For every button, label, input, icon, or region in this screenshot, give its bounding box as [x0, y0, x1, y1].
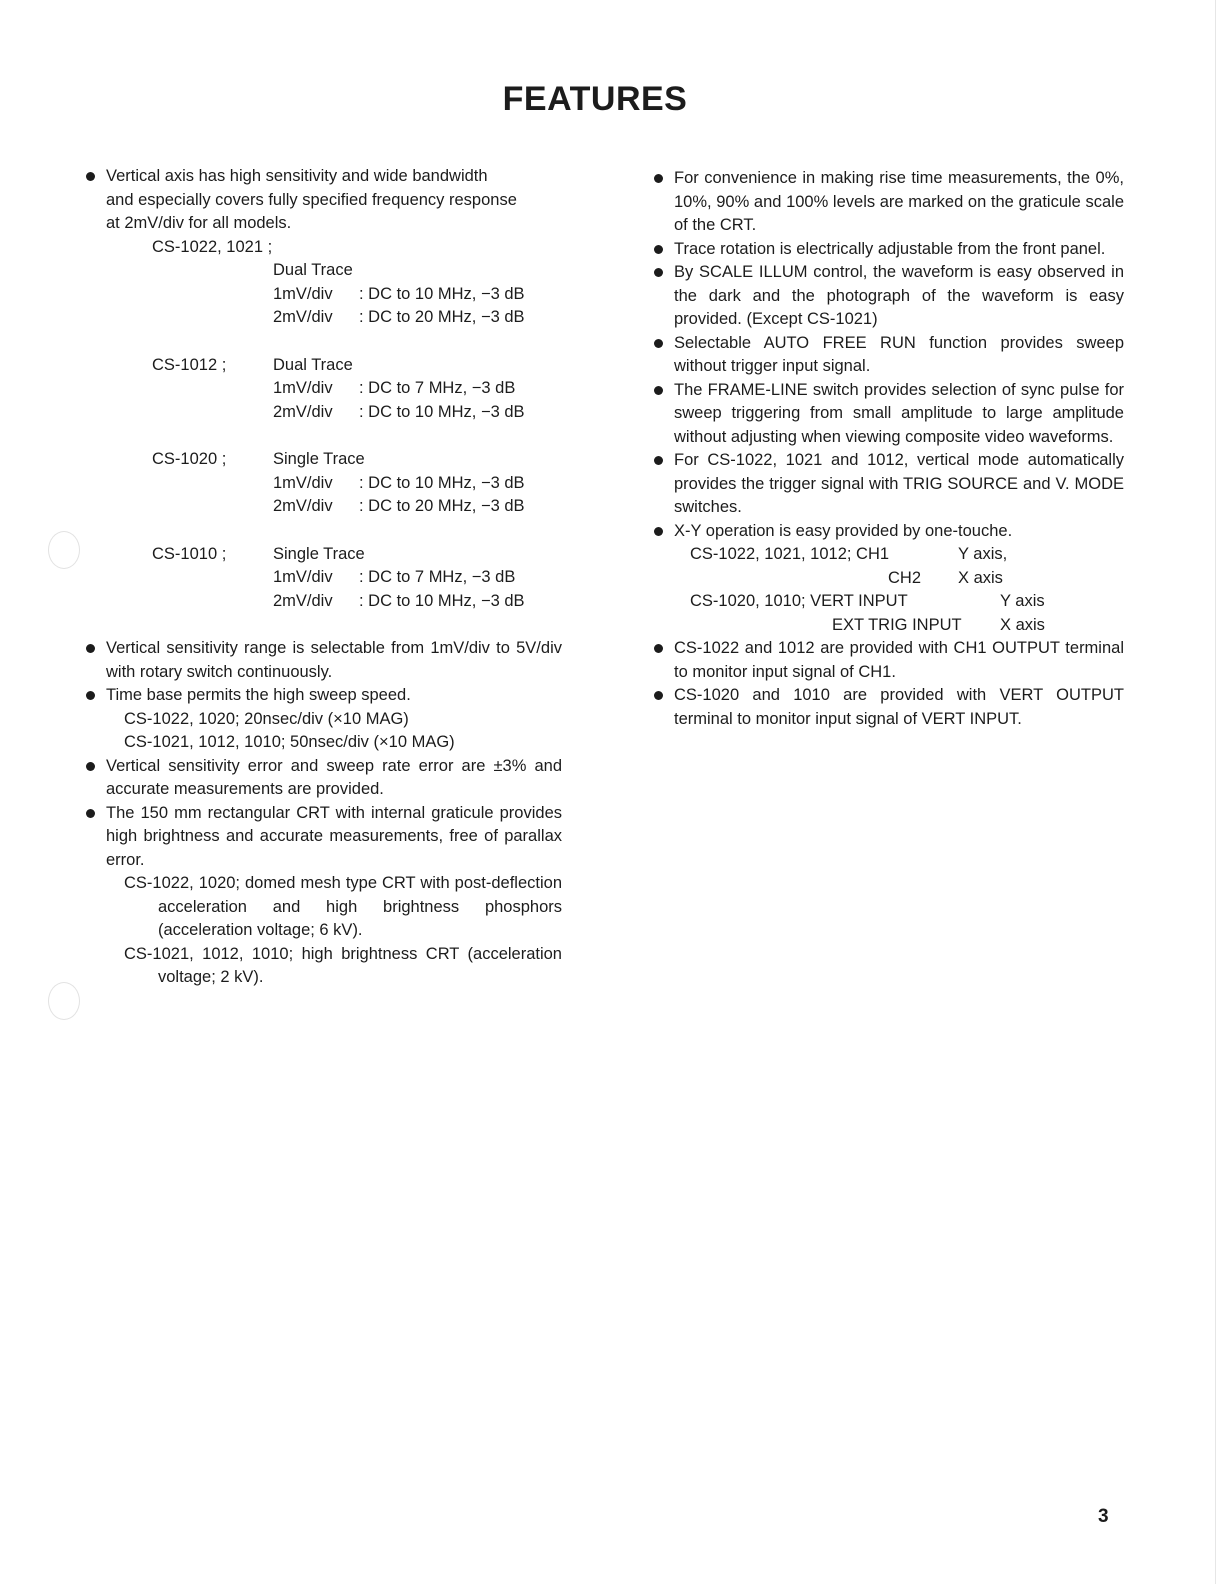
- model-spec: CS-1012 ; Dual Trace 1mV/div : DC to 7 MHz, −3 dB 2mV/div : DC to 10 MHz, −3 dB: [106, 354, 562, 425]
- feature-bullet: X-Y operation is easy provided by one-touche. CS-1022, 1021, 1012; CH1 Y axis, CH2 X axis CS-1020, 1010; VERT INPUT Y axis EXT TRIG INPUT X axis: [652, 520, 1124, 638]
- model-spec: CS-1020 ; Single Trace 1mV/div : DC to 10 MHz, −3 dB 2mV/div : DC to 20 MHz, −3 dB: [106, 448, 562, 519]
- punch-hole: [48, 531, 80, 569]
- feature-bullet: Vertical sensitivity error and sweep rate error are ±3% and accurate measurements are provided.: [84, 755, 562, 802]
- trace-mode: Dual Trace: [273, 261, 353, 279]
- xy-row: CS-1020, 1010; VERT INPUT Y axis: [690, 592, 1045, 610]
- model-name: CS-1012 ;: [152, 355, 227, 374]
- feature-bullet: By SCALE ILLUM control, the waveform is easy observed in the dark and the photograph of the waveform is easy provided. (Except CS-1021): [652, 261, 1124, 332]
- feature-bullet: For CS-1022, 1021 and 1012, vertical mode automatically provides the trigger signal with TRIG SOURCE and V. MODE switches.: [652, 449, 1124, 520]
- feature-bullet: CS-1020 and 1010 are provided with VERT OUTPUT terminal to monitor input signal of VERT INPUT.: [652, 684, 1124, 731]
- xy-row: CS-1022, 1021, 1012; CH1 Y axis,: [690, 545, 1008, 563]
- left-column: [84, 165, 562, 990]
- xy-row: CH2 X axis: [888, 568, 1003, 587]
- feature-bullet: Selectable AUTO FREE RUN function provides sweep without trigger input signal.: [652, 332, 1124, 379]
- model-name: CS-1010 ;: [152, 544, 227, 563]
- model-name: CS-1022, 1021 ;: [152, 237, 273, 256]
- xy-row: EXT TRIG INPUT X axis: [832, 615, 1045, 634]
- page-number: 3: [1098, 1506, 1109, 1527]
- feature-bullet: The FRAME-LINE switch provides selection of sync pulse for sweep triggering from small amplitude to large amplitude without adjusting when viewing composite video waveforms.: [652, 379, 1124, 450]
- page-edge: [1215, 0, 1216, 1584]
- page-title: FEATURES: [502, 80, 688, 118]
- trace-mode: Dual Trace: [273, 355, 353, 374]
- model-spec: CS-1010 ; Single Trace 1mV/div : DC to 7 MHz, −3 dB 2mV/div : DC to 10 MHz, −3 dB: [106, 543, 562, 614]
- model-spec: CS-1022, 1021 ; Dual Trace 1mV/div : DC to 10 MHz, −3 dB 2mV/div : DC to 20 MHz, −3 dB: [106, 236, 562, 330]
- feature-bullet: Vertical axis has high sensitivity and wide bandwidth and especially covers fully specified frequency response at 2mV/div for all models. CS-1022, 1021 ; Dual Trace 1mV/div : DC to 10 MHz, −3 dB 2mV/div : DC to 20 MHz, −3 dB CS-1012 ; Dual Trace 1mV/div : DC to 7 MHz, −3 dB 2mV/div : DC to 10 MHz, −3 dB CS-1020 ; Single Trace 1mV/div : DC to 10 MHz, −3 dB 2mV/div : DC to 20 MHz, −3 dB CS-1010 ; Single Trace 1mV/div : DC to 7 MHz, −3 dB 2mV/div : DC to 10 MHz, −3 dB: [84, 165, 562, 613]
- trace-mode: Single Trace: [273, 450, 365, 468]
- model-name: CS-1020 ;: [152, 450, 227, 468]
- feature-bullet: For convenience in making rise time measurements, the 0%, 10%, 90% and 100% levels are marked on the graticule scale of the CRT.: [652, 167, 1124, 238]
- feature-bullet: Trace rotation is electrically adjustable from the front panel.: [652, 238, 1124, 262]
- feature-bullet: Time base permits the high sweep speed. CS-1022, 1020; 20nsec/div (×10 MAG) CS-1021, 1012, 1010; 50nsec/div (×10 MAG): [84, 684, 562, 755]
- feature-bullet: CS-1022 and 1012 are provided with CH1 OUTPUT terminal to monitor input signal of CH1.: [652, 637, 1124, 684]
- trace-mode: Single Trace: [273, 544, 365, 563]
- feature-bullet: The 150 mm rectangular CRT with internal graticule provides high brightness and accurate measurements, free of parallax error. CS-1022, 1020; domed mesh type CRT with post-deflection acceleration and high brightness phosphors (acceleration voltage; 6 kV). CS-1021, 1012, 1010; high brightness CRT (acceleration voltage; 2 kV).: [84, 802, 562, 990]
- feature-bullet: Vertical sensitivity range is selectable from 1mV/div to 5V/div with rotary switch continuously.: [84, 637, 562, 684]
- punch-hole: [48, 982, 80, 1020]
- right-column: [652, 167, 1124, 731]
